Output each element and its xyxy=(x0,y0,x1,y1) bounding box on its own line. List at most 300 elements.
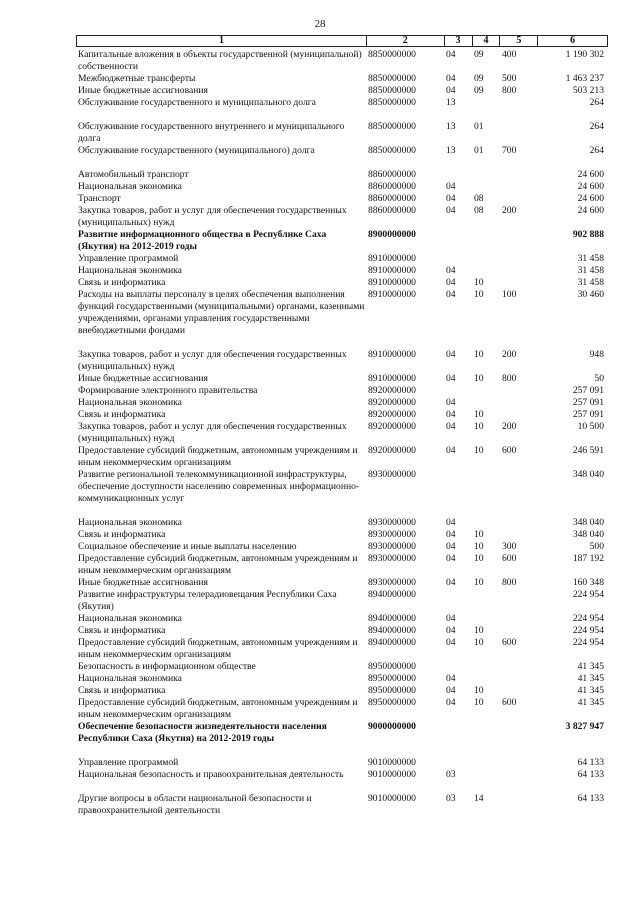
cell-c2: 8910000000 xyxy=(368,253,416,264)
cell-c2: 8910000000 xyxy=(368,265,416,276)
table-row xyxy=(76,229,608,253)
table-row xyxy=(76,181,608,193)
cell-c4: 10 xyxy=(474,373,484,384)
cell-c1: Развитие информационного общества в Республике Саха (Якутия) на 2012-2019 годы xyxy=(78,229,327,252)
page-number: 28 xyxy=(314,18,326,30)
cell-c6: 224 954 xyxy=(572,589,604,600)
cell-c2: 8900000000 xyxy=(368,229,416,240)
cell-c3: 04 xyxy=(446,697,456,708)
cell-c4: 10 xyxy=(474,409,484,420)
cell-c4 xyxy=(472,265,500,277)
cell-c1: Развитие инфраструктуры телерадиовещания Республики Саха (Якутия) xyxy=(78,589,337,612)
cell-c1: Транспорт xyxy=(78,193,121,204)
cell-c3 xyxy=(444,589,472,613)
cell-c1 xyxy=(76,781,366,793)
cell-c1: Формирование электронного правительства xyxy=(78,385,258,396)
table-row xyxy=(76,757,608,769)
cell-c4: 09 xyxy=(474,49,484,60)
cell-c3: 13 xyxy=(446,145,456,156)
cell-c6: 348 040 xyxy=(572,517,604,528)
cell-c1: Национальная экономика xyxy=(78,613,182,624)
cell-c3: 04 xyxy=(446,49,456,60)
cell-c2: 8860000000 xyxy=(368,193,416,204)
cell-c4 xyxy=(472,673,500,685)
cell-c2: 8910000000 xyxy=(368,277,416,288)
cell-c3 xyxy=(444,721,472,745)
cell-c3 xyxy=(444,229,472,253)
cell-c3: 04 xyxy=(446,277,456,288)
cell-c2: 8940000000 xyxy=(368,589,416,600)
table-row xyxy=(76,385,608,397)
cell-c5 xyxy=(500,469,538,505)
cell-c2: 8910000000 xyxy=(368,289,416,300)
cell-c2: 8930000000 xyxy=(368,529,416,540)
cell-c2: 8860000000 xyxy=(368,205,416,216)
cell-c2: 8920000000 xyxy=(368,445,416,456)
cell-c6: 31 458 xyxy=(577,277,604,288)
cell-c1 xyxy=(76,505,366,517)
cell-c1 xyxy=(76,745,366,757)
cell-c6: 64 133 xyxy=(577,769,604,780)
cell-c1: Автомобильный транспорт xyxy=(78,169,189,180)
cell-c3: 04 xyxy=(446,553,456,564)
cell-c5: 300 xyxy=(502,541,517,552)
cell-c1: Управление программой xyxy=(78,757,179,768)
table-row xyxy=(76,469,608,505)
cell-c4 xyxy=(472,589,500,613)
cell-c1: Безопасность в информационном обществе xyxy=(78,661,256,672)
cell-c6 xyxy=(538,109,608,121)
table-row xyxy=(76,205,608,229)
cell-c5 xyxy=(500,781,538,793)
cell-c6: 948 xyxy=(589,349,604,360)
cell-c4 xyxy=(472,253,500,265)
cell-c4 xyxy=(472,97,500,109)
cell-c2: 8920000000 xyxy=(368,385,416,396)
cell-c6: 224 954 xyxy=(572,613,604,624)
cell-c5: 600 xyxy=(502,445,517,456)
cell-c5 xyxy=(500,529,538,541)
cell-c3: 04 xyxy=(446,85,456,96)
cell-c5: 200 xyxy=(502,205,517,216)
cell-c3: 13 xyxy=(446,97,456,108)
cell-c1: Связь и информатика xyxy=(78,529,166,540)
cell-c1: Национальная экономика xyxy=(78,397,182,408)
cell-c5 xyxy=(500,589,538,613)
cell-c6 xyxy=(538,745,608,757)
cell-c5 xyxy=(500,505,538,517)
cell-c2: 9010000000 xyxy=(368,793,416,804)
cell-c6: 902 888 xyxy=(572,229,604,240)
cell-c5: 800 xyxy=(502,85,517,96)
table-row xyxy=(76,145,608,157)
cell-c3: 04 xyxy=(446,265,456,276)
cell-c2: 8850000000 xyxy=(368,73,416,84)
cell-c2: 8860000000 xyxy=(368,181,416,192)
cell-c6: 257 091 xyxy=(572,385,604,396)
cell-c4: 10 xyxy=(474,685,484,696)
cell-c2 xyxy=(366,337,444,349)
cell-c6 xyxy=(538,157,608,169)
cell-c1: Управление программой xyxy=(78,253,179,264)
cell-c2: 8850000000 xyxy=(368,49,416,60)
cell-c5 xyxy=(500,397,538,409)
cell-c4 xyxy=(472,337,500,349)
cell-c1: Предоставление субсидий бюджетным, автономным учреждениям и иным некоммерческим организациям xyxy=(78,553,358,576)
cell-c2: 9010000000 xyxy=(368,769,416,780)
cell-c2: 8950000000 xyxy=(368,661,416,672)
cell-c5: 400 xyxy=(502,49,517,60)
cell-c5 xyxy=(500,277,538,289)
cell-c1: Закупка товаров, работ и услуг для обеспечения государственных (муниципальных) нужд xyxy=(78,205,347,228)
cell-c5 xyxy=(500,661,538,673)
cell-c6: 24 600 xyxy=(577,169,604,180)
table-row xyxy=(76,97,608,109)
cell-c5 xyxy=(500,157,538,169)
cell-c1: Обеспечение безопасности жизнедеятельности населения Республики Саха (Якутия) на 2012-2019 годы xyxy=(78,721,327,744)
table-row xyxy=(76,685,608,697)
cell-c5 xyxy=(500,409,538,421)
cell-c6: 41 345 xyxy=(577,673,604,684)
cell-c4: 09 xyxy=(474,85,484,96)
cell-c4 xyxy=(472,613,500,625)
cell-c3 xyxy=(444,157,472,169)
cell-c1: Социальное обеспечение и иные выплаты населению xyxy=(78,541,297,552)
cell-c2: 8950000000 xyxy=(368,697,416,708)
cell-c6: 348 040 xyxy=(572,529,604,540)
table-row xyxy=(76,121,608,145)
cell-c1: Обслуживание государственного внутреннего и муниципального долга xyxy=(78,121,345,144)
cell-c3: 04 xyxy=(446,529,456,540)
cell-c5 xyxy=(500,97,538,109)
cell-c1: Обслуживание государственного (муниципального) долга xyxy=(78,145,315,156)
cell-c1: Иные бюджетные ассигнования xyxy=(78,373,208,384)
cell-c2: 8860000000 xyxy=(368,169,416,180)
cell-c2: 8940000000 xyxy=(368,613,416,624)
table-row xyxy=(76,409,608,421)
cell-c5 xyxy=(500,613,538,625)
cell-c3 xyxy=(444,109,472,121)
cell-c2: 8850000000 xyxy=(368,145,416,156)
cell-c6 xyxy=(538,781,608,793)
cell-c4 xyxy=(472,505,500,517)
cell-c4: 10 xyxy=(474,553,484,564)
table-row xyxy=(76,445,608,469)
cell-c2: 8920000000 xyxy=(368,397,416,408)
cell-c3: 04 xyxy=(446,613,456,624)
cell-c2: 8930000000 xyxy=(368,469,416,480)
cell-c3 xyxy=(444,505,472,517)
cell-c6: 264 xyxy=(589,121,604,132)
table-row xyxy=(76,169,608,181)
table-row xyxy=(76,109,608,121)
cell-c6: 10 500 xyxy=(577,421,604,432)
cell-c4: 01 xyxy=(474,145,484,156)
cell-c5 xyxy=(500,229,538,253)
cell-c4: 08 xyxy=(474,193,484,204)
cell-c4 xyxy=(472,757,500,769)
table-row xyxy=(76,541,608,553)
cell-c2: 8950000000 xyxy=(368,673,416,684)
table-row xyxy=(76,625,608,637)
cell-c4: 10 xyxy=(474,445,484,456)
cell-c1: Связь и информатика xyxy=(78,409,166,420)
cell-c1 xyxy=(76,157,366,169)
table-row xyxy=(76,745,608,757)
table-row xyxy=(76,349,608,373)
cell-c5 xyxy=(500,757,538,769)
header-col-1: 1 xyxy=(218,35,224,46)
cell-c4: 10 xyxy=(474,349,484,360)
cell-c2 xyxy=(366,745,444,757)
cell-c3: 03 xyxy=(446,769,456,780)
table-body xyxy=(76,47,608,817)
cell-c5 xyxy=(500,121,538,145)
cell-c4: 10 xyxy=(474,277,484,288)
cell-c5 xyxy=(500,253,538,265)
cell-c4 xyxy=(472,229,500,253)
cell-c1: Предоставление субсидий бюджетным, автономным учреждениям и иным некоммерческим организациям xyxy=(78,445,358,468)
cell-c1: Межбюджетные трансферты xyxy=(78,73,196,84)
cell-c5 xyxy=(500,745,538,757)
cell-c3 xyxy=(444,661,472,673)
cell-c2 xyxy=(366,505,444,517)
cell-c1: Другие вопросы в области национальной безопасности и правоохранительной деятельности xyxy=(78,793,312,816)
cell-c6: 264 xyxy=(589,145,604,156)
cell-c2: 8930000000 xyxy=(368,517,416,528)
cell-c5 xyxy=(500,673,538,685)
cell-c5 xyxy=(500,337,538,349)
cell-c3 xyxy=(444,253,472,265)
table-row xyxy=(76,253,608,265)
table-row xyxy=(76,49,608,73)
table-header xyxy=(76,35,608,47)
cell-c6: 500 xyxy=(589,541,604,552)
cell-c3: 04 xyxy=(446,205,456,216)
cell-c2: 8910000000 xyxy=(368,349,416,360)
budget-table xyxy=(76,35,608,817)
cell-c3: 04 xyxy=(446,181,456,192)
cell-c6: 31 458 xyxy=(577,253,604,264)
table-row xyxy=(76,337,608,349)
cell-c3: 04 xyxy=(446,73,456,84)
cell-c5 xyxy=(500,181,538,193)
cell-c6: 257 091 xyxy=(572,397,604,408)
cell-c2 xyxy=(366,109,444,121)
cell-c6: 1 190 302 xyxy=(565,49,604,60)
cell-c6: 224 954 xyxy=(572,637,604,648)
cell-c1: Предоставление субсидий бюджетным, автономным учреждениям и иным некоммерческим организациям xyxy=(78,637,358,660)
header-col-2: 2 xyxy=(366,36,444,46)
cell-c4: 10 xyxy=(474,625,484,636)
cell-c6: 24 600 xyxy=(577,205,604,216)
cell-c4: 08 xyxy=(474,205,484,216)
table-row xyxy=(76,157,608,169)
cell-c1: Капитальные вложения в объекты государственной (муниципальной) собственности xyxy=(78,49,362,72)
table-row xyxy=(76,73,608,85)
cell-c6: 246 591 xyxy=(572,445,604,456)
cell-c3 xyxy=(444,757,472,769)
table-row xyxy=(76,613,608,625)
cell-c4 xyxy=(472,769,500,781)
cell-c4: 10 xyxy=(474,637,484,648)
cell-c6: 64 133 xyxy=(577,793,604,804)
cell-c2: 8850000000 xyxy=(368,121,416,132)
cell-c6: 264 xyxy=(589,97,604,108)
table-row xyxy=(76,793,608,817)
cell-c5 xyxy=(500,793,538,817)
cell-c4: 10 xyxy=(474,529,484,540)
cell-c5: 600 xyxy=(502,697,517,708)
cell-c4: 10 xyxy=(474,541,484,552)
cell-c4 xyxy=(472,661,500,673)
cell-c5 xyxy=(500,385,538,397)
cell-c2: 8940000000 xyxy=(368,637,416,648)
cell-c4 xyxy=(472,157,500,169)
cell-c2: 9000000000 xyxy=(368,721,416,732)
cell-c4: 10 xyxy=(474,421,484,432)
cell-c6: 187 192 xyxy=(572,553,604,564)
cell-c1: Иные бюджетные ассигнования xyxy=(78,85,208,96)
table-row xyxy=(76,781,608,793)
cell-c6: 1 463 237 xyxy=(565,73,604,84)
cell-c3: 04 xyxy=(446,517,456,528)
cell-c3 xyxy=(444,169,472,181)
cell-c5: 600 xyxy=(502,637,517,648)
table-row xyxy=(76,769,608,781)
cell-c3 xyxy=(444,745,472,757)
cell-c4: 01 xyxy=(474,121,484,132)
cell-c4 xyxy=(472,721,500,745)
cell-c6: 257 091 xyxy=(572,409,604,420)
cell-c6: 348 040 xyxy=(572,469,604,480)
cell-c6: 24 600 xyxy=(577,181,604,192)
cell-c3: 13 xyxy=(446,121,456,132)
cell-c4: 14 xyxy=(474,793,484,804)
cell-c1 xyxy=(76,337,366,349)
header-col-3: 3 xyxy=(444,36,472,46)
cell-c6: 50 xyxy=(594,373,604,384)
cell-c4: 10 xyxy=(474,697,484,708)
cell-c6: 24 600 xyxy=(577,193,604,204)
cell-c3: 04 xyxy=(446,409,456,420)
table-row xyxy=(76,289,608,337)
cell-c2: 8850000000 xyxy=(368,85,416,96)
cell-c6: 30 460 xyxy=(577,289,604,300)
cell-c2: 8910000000 xyxy=(368,373,416,384)
cell-c1: Расходы на выплаты персоналу в целях обеспечения выполнения функций государственными (муниципальными) органами, казенными учреждениями, органами управления государственными внебюджетными фондами xyxy=(78,289,365,336)
cell-c5 xyxy=(500,109,538,121)
cell-c3: 04 xyxy=(446,193,456,204)
cell-c1: Национальная безопасность и правоохранительная деятельность xyxy=(78,769,344,780)
cell-c5: 700 xyxy=(502,145,517,156)
cell-c4: 09 xyxy=(474,73,484,84)
cell-c2: 8950000000 xyxy=(368,685,416,696)
cell-c1: Закупка товаров, работ и услуг для обеспечения государственных (муниципальных) нужд xyxy=(78,421,347,444)
cell-c6: 503 213 xyxy=(572,85,604,96)
cell-c4: 10 xyxy=(474,577,484,588)
table-row xyxy=(76,193,608,205)
cell-c1: Иные бюджетные ассигнования xyxy=(78,577,208,588)
cell-c3 xyxy=(444,385,472,397)
cell-c4 xyxy=(472,517,500,529)
cell-c1: Национальная экономика xyxy=(78,181,182,192)
cell-c5: 100 xyxy=(502,289,517,300)
cell-c1: Национальная экономика xyxy=(78,517,182,528)
cell-c5 xyxy=(500,265,538,277)
cell-c2: 9010000000 xyxy=(368,757,416,768)
cell-c4 xyxy=(472,169,500,181)
header-col-6: 6 xyxy=(537,36,607,46)
cell-c2 xyxy=(366,157,444,169)
cell-c1: Связь и информатика xyxy=(78,625,166,636)
cell-c5 xyxy=(500,169,538,181)
cell-c3: 04 xyxy=(446,625,456,636)
cell-c5: 800 xyxy=(502,373,517,384)
header-col-4: 4 xyxy=(472,36,500,46)
cell-c4 xyxy=(472,181,500,193)
cell-c1: Связь и информатика xyxy=(78,685,166,696)
cell-c4: 10 xyxy=(474,289,484,300)
table-row xyxy=(76,265,608,277)
cell-c3: 04 xyxy=(446,541,456,552)
table-row xyxy=(76,505,608,517)
cell-c4 xyxy=(472,385,500,397)
cell-c3: 04 xyxy=(446,349,456,360)
table-row xyxy=(76,637,608,661)
table-row xyxy=(76,529,608,541)
cell-c2: 8940000000 xyxy=(368,625,416,636)
cell-c1 xyxy=(76,109,366,121)
cell-c1: Связь и информатика xyxy=(78,277,166,288)
cell-c5: 800 xyxy=(502,577,517,588)
cell-c6 xyxy=(538,337,608,349)
cell-c6: 224 954 xyxy=(572,625,604,636)
table-row xyxy=(76,373,608,385)
cell-c3: 04 xyxy=(446,577,456,588)
cell-c4 xyxy=(472,397,500,409)
table-row xyxy=(76,589,608,613)
cell-c3 xyxy=(444,337,472,349)
cell-c3: 04 xyxy=(446,373,456,384)
cell-c5: 600 xyxy=(502,553,517,564)
cell-c1: Обслуживание государственного и муниципального долга xyxy=(78,97,316,108)
cell-c5 xyxy=(500,721,538,745)
cell-c3: 04 xyxy=(446,445,456,456)
table-row xyxy=(76,553,608,577)
cell-c2 xyxy=(366,781,444,793)
cell-c5 xyxy=(500,625,538,637)
cell-c2: 8920000000 xyxy=(368,409,416,420)
cell-c6: 41 345 xyxy=(577,685,604,696)
cell-c4 xyxy=(472,781,500,793)
cell-c6: 41 345 xyxy=(577,697,604,708)
table-row xyxy=(76,517,608,529)
table-row xyxy=(76,421,608,445)
table-row xyxy=(76,721,608,745)
cell-c5 xyxy=(500,517,538,529)
table-row xyxy=(76,577,608,589)
cell-c4 xyxy=(472,109,500,121)
cell-c6: 160 348 xyxy=(572,577,604,588)
cell-c4 xyxy=(472,745,500,757)
cell-c3: 04 xyxy=(446,685,456,696)
table-row xyxy=(76,697,608,721)
cell-c2: 8850000000 xyxy=(368,97,416,108)
header-col-5: 5 xyxy=(499,36,537,46)
table-row xyxy=(76,673,608,685)
cell-c3: 04 xyxy=(446,397,456,408)
